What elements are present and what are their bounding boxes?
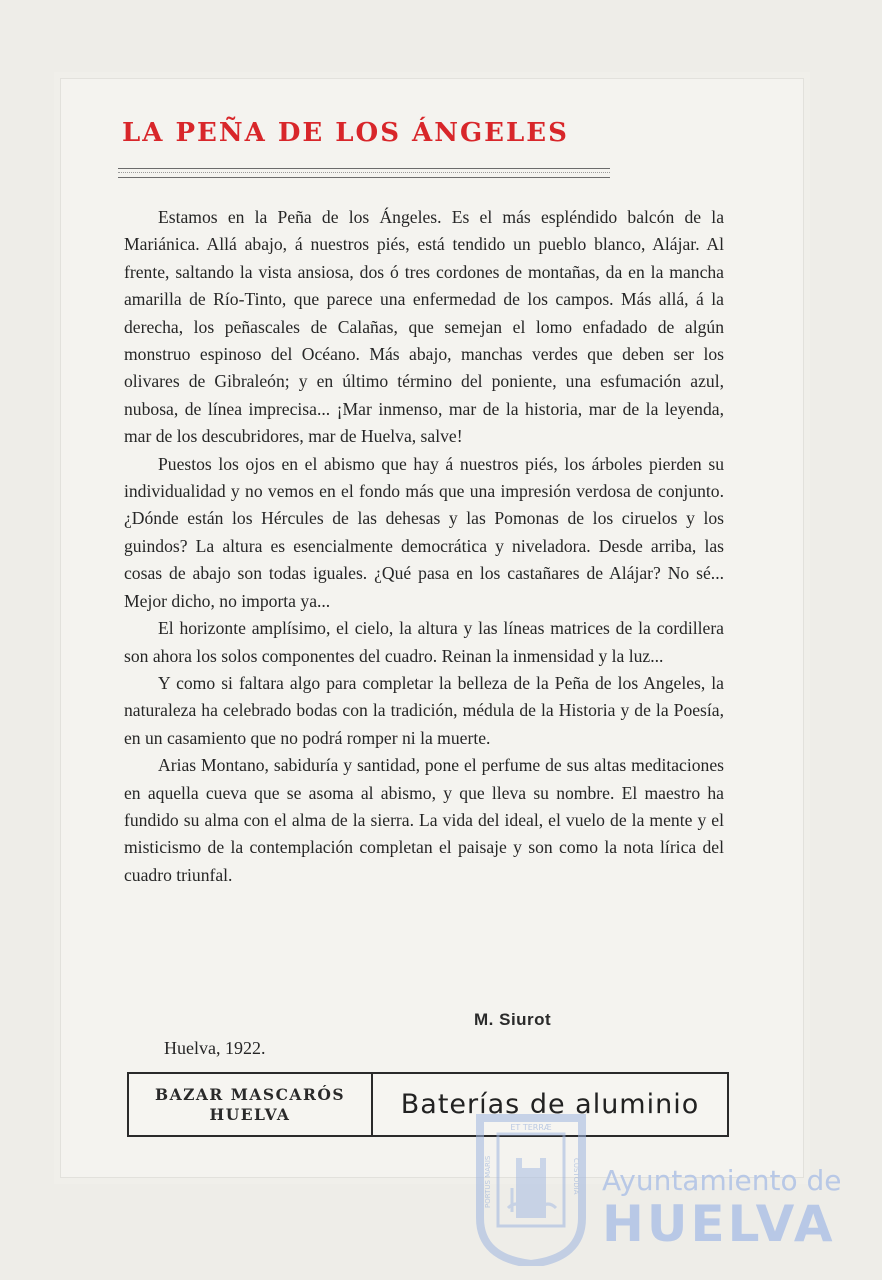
watermark: [602, 1164, 842, 1253]
title-underline: [118, 168, 610, 178]
article-title: LA PEÑA DE LOS ÁNGELES: [122, 118, 569, 148]
paragraph-5: Arias Montano, sabiduría y santidad, pone el perfume de sus altas meditaciones en aquella cueva que se asoma al abismo, y que lleva su nombre. El maestro ha fundido su alma con el alma de la sierra. La vida del ideal, el vuelo de la mente y el misticismo de la contemplación completan el paisaje y son como la nota lírica del cuadro triunfal.: [124, 755, 724, 885]
advertisement: [127, 1072, 729, 1137]
seal-right-text: CUSTODIA: [572, 1158, 580, 1195]
seal-left-text: PORTUS MARIS: [484, 1155, 492, 1208]
watermark-line-1: Ayuntamiento de: [602, 1164, 842, 1197]
advertiser-line-1: BAZAR MASCARÓS: [154, 1084, 346, 1104]
paragraph-1: Estamos en la Peña de los Ángeles. Es el más espléndido balcón de la Mariánica. Allá abajo, á nuestros piés, está tendido un pueblo blanco, Alájar. Al frente, saltando la vista ansiosa, dos ó tres cordones de montañas, da en la mancha amarilla de Río-Tinto, que parece una enfermedad de los campos. Más allá, á la derecha, los peñascales de Calañas, que semejan el lomo enfadado de algún monstruo espinoso del Océano. Más abajo, manchas verdes que deben ser los olivares de Gibraleón; y en último término del poniente, una esfumación azul, nubosa, de línea imprecisa... ¡Mar inmenso, mar de la historia, mar de la leyenda, mar de los descubridores, mar de Huelva, salve!: [124, 207, 724, 447]
paragraph-4: Y como si faltara algo para completar la belleza de la Peña de los Angeles, la naturaleza ha celebrado bodas con la tradición, médula de la Historia y de la Poesía, en un casamiento que no podrá romper ni la muerte.: [124, 672, 724, 748]
paragraph-2: Puestos los ojos en el abismo que hay á nuestros piés, los árboles pierden su individualidad y no vemos en el fondo más que una impresión verdosa de conjunto. ¿Dónde están los Hércules de las dehesas y las Pomonas de los ciruelos y los guindos? La altura es esencialmente democrática y niveladora. Desde arriba, las cosas de abajo son todas iguales. ¿Qué pasa en los castañares de Alájar? No sé... Mejor dicho, no importa ya...: [124, 453, 724, 611]
paragraph-3: El horizonte amplísimo, el cielo, la altura y las líneas matrices de la cordillera son ahora los solos componentes del cuadro. Reinan la inmensidad y la luz...: [124, 618, 724, 666]
advertiser-name: [129, 1074, 373, 1135]
advert-product: Baterías de aluminio: [400, 1089, 700, 1120]
advertiser-line-2: HUELVA: [209, 1104, 291, 1124]
watermark-line-2: HUELVA: [602, 1195, 836, 1253]
place-date: Huelva, 1922.: [164, 1038, 266, 1058]
city-seal-icon: [472, 1108, 590, 1266]
article-body: [124, 204, 724, 889]
author-signature: M. Siurot: [474, 1010, 552, 1029]
seal-top-text: ET TERRÆ: [510, 1123, 552, 1132]
title-underline-dots: [118, 172, 610, 173]
